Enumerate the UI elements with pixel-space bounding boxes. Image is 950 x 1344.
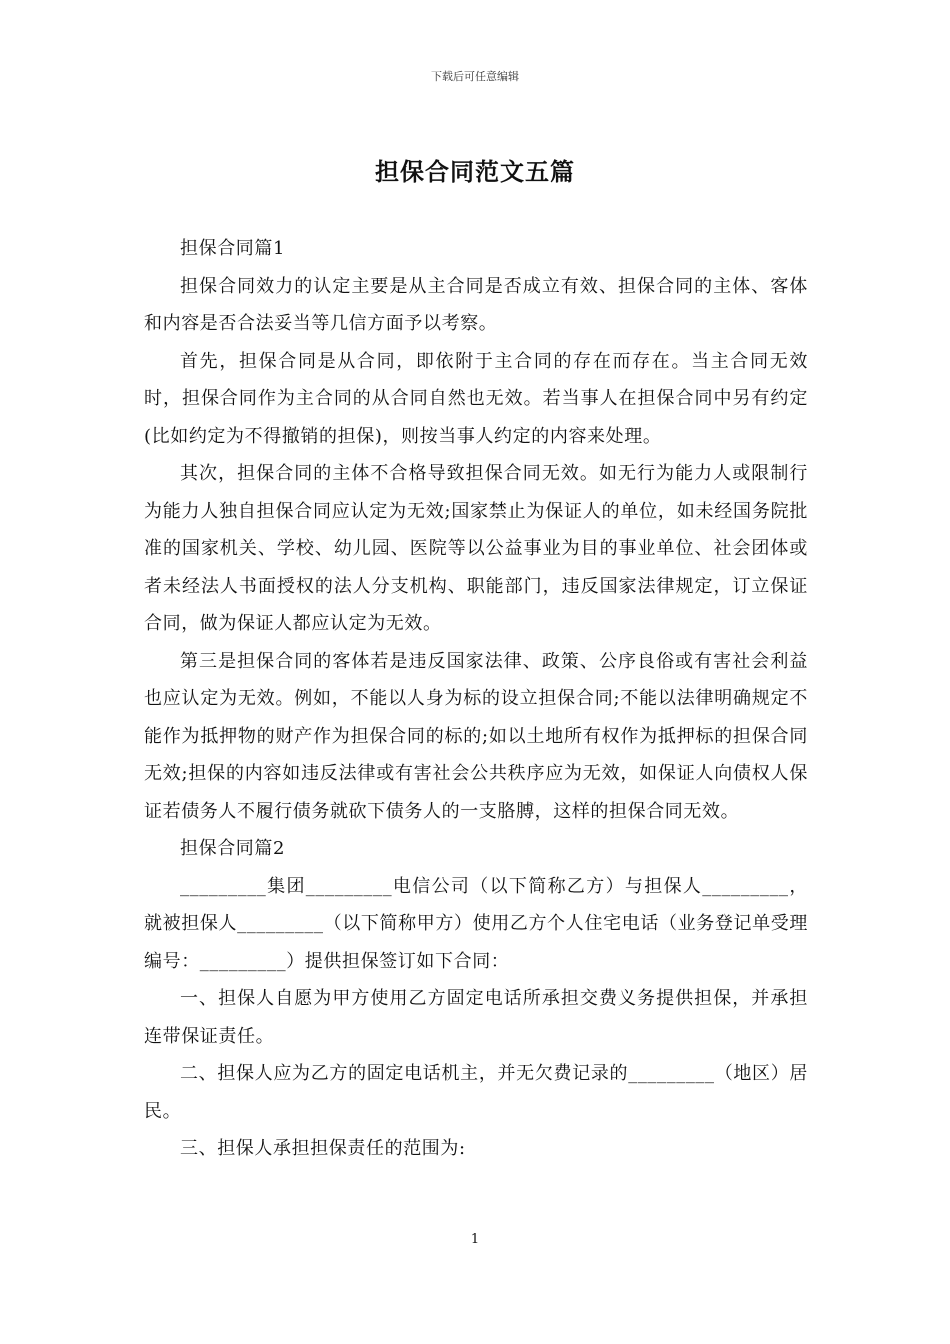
section-heading-2: 担保合同篇2 xyxy=(180,838,286,859)
paragraph: 第三是担保合同的客体若是违反国家法律、政策、公序良俗或有害社会利益也应认定为无效。例如，不能以人身为标的设立担保合同;不能以法律明确规定不能作为抵押物的财产作为担保合同的标的;如以土地所有权作为抵押标的担保合同无效;担保的内容如违反法律或有害社会公共秩序应为无效，如保证人向债权人保证若债务人不履行债务就砍下债务人的一支胳膊，这样的担保合同无效。 xyxy=(144,650,808,822)
paragraph: 二、担保人应为乙方的固定电话机主，并无欠费记录的_________（地区）居民。 xyxy=(144,1063,808,1122)
section-heading-1: 担保合同篇1 xyxy=(180,238,286,259)
header-note: 下载后可任意编辑 xyxy=(431,70,519,83)
paragraph: 其次，担保合同的主体不合格导致担保合同无效。如无行为能力人或限制行为能力人独自担保合同应认定为无效;国家禁止为保证人的单位，如未经国务院批准的国家机关、学校、幼儿园、医院等以公益事业为目的事业单位、社会团体或者未经法人书面授权的法人分支机构、职能部门，违反国家法律规定，订立保证合同，做为保证人都应认定为无效。 xyxy=(144,463,808,634)
paragraph: 三、担保人承担担保责任的范围为: xyxy=(180,1138,466,1159)
paragraph: _________集团_________电信公司（以下简称乙方）与担保人_________，就被担保人_________（以下简称甲方）使用乙方个人住宅电话（业务登记单受理编号：_________）提供担保签订如下合同： xyxy=(144,875,808,972)
paragraph: 担保合同效力的认定主要是从主合同是否成立有效、担保合同的主体、客体和内容是否合法妥当等几信方面予以考察。 xyxy=(144,275,808,334)
document-title: 担保合同范文五篇 xyxy=(375,157,575,186)
paragraph: 一、担保人自愿为甲方使用乙方固定电话所承担交费义务提供担保，并承担连带保证责任。 xyxy=(144,988,808,1047)
page-number: 1 xyxy=(470,1232,480,1247)
document-body xyxy=(144,230,808,1168)
paragraph: 首先，担保合同是从合同，即依附于主合同的存在而存在。当主合同无效时，担保合同作为主合同的从合同自然也无效。若当事人在担保合同中另有约定(比如约定为不得撤销的担保)，则按当事人约定的内容来处理。 xyxy=(144,350,808,447)
